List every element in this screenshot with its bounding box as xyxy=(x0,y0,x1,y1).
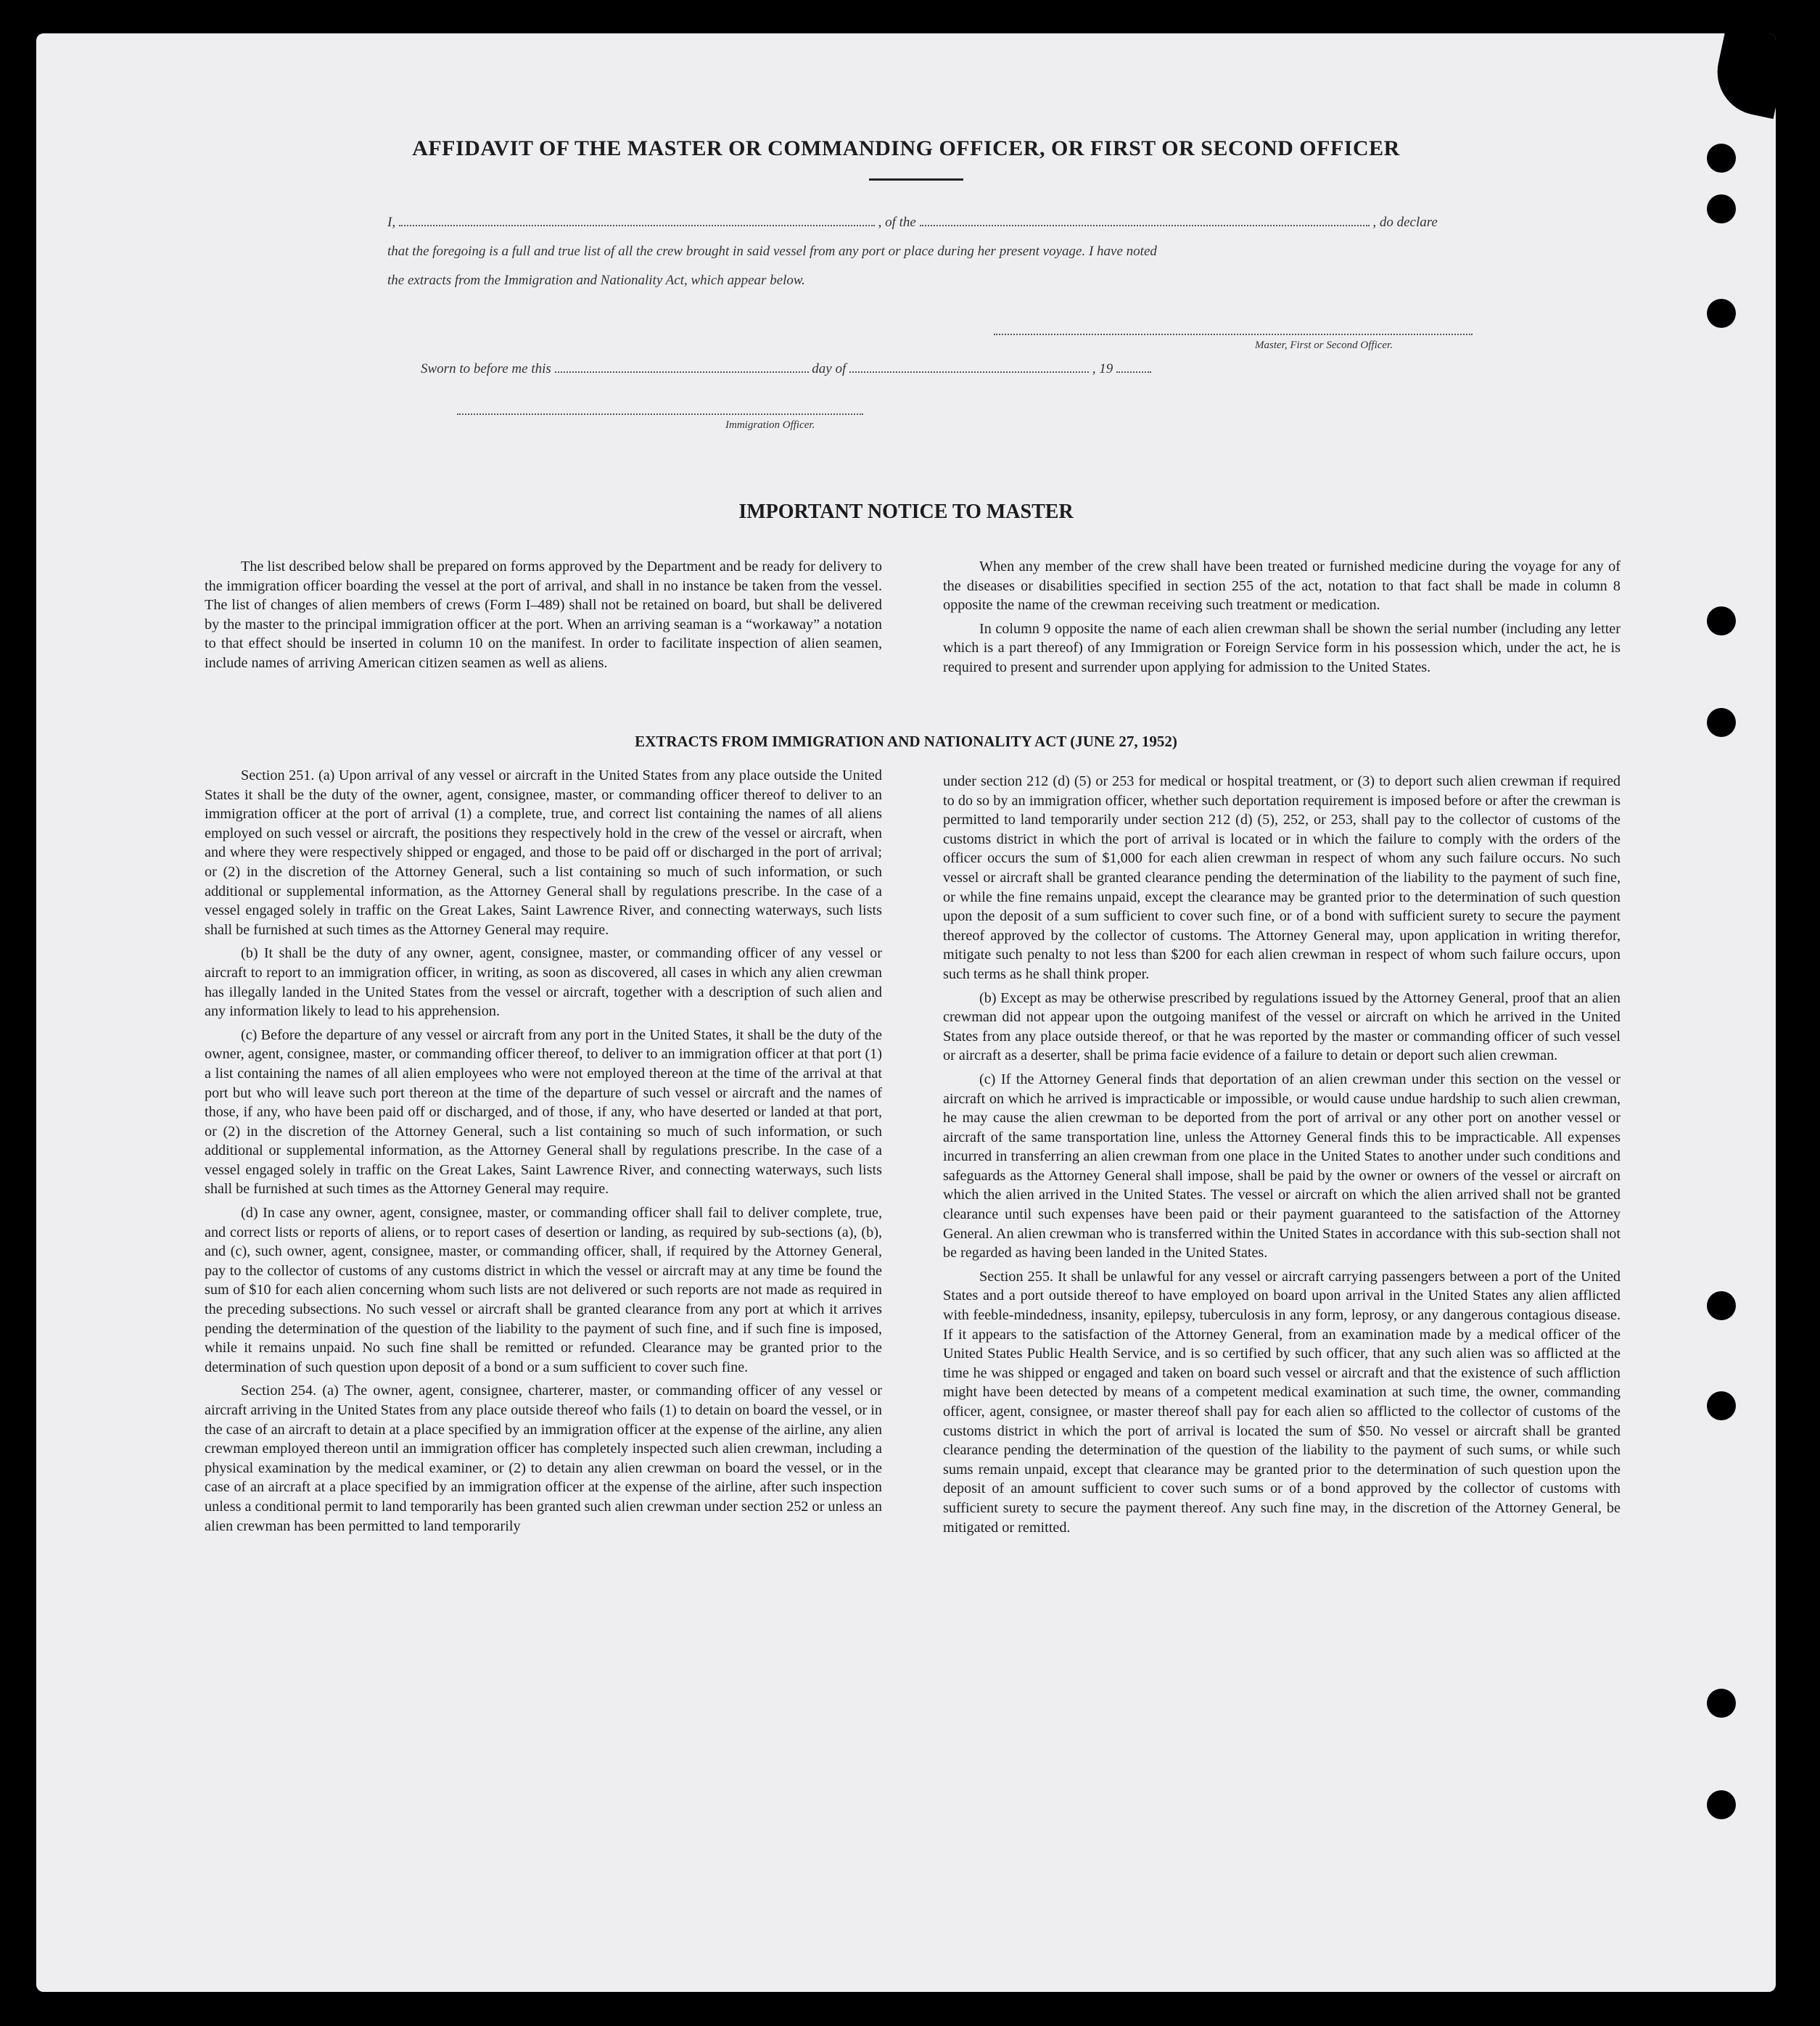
notice-left-column xyxy=(205,557,882,673)
notice-title: IMPORTANT NOTICE TO MASTER xyxy=(738,501,1074,523)
title-rule xyxy=(869,178,963,181)
section-251-a: Section 251. (a) Upon arrival of any vessel or aircraft in the United States from any place outside the United States it shall be the duty of the owner, agent, consignee, master, or commanding officer thereof to deliver to an immigration officer at the port of arrival (1) a complete, true, and correct list containing the names of all aliens employed on such vessel or aircraft, the positions they respectively hold in the crew of the vessel or aircraft, when and where they were respectively shipped or engaged, and those to be paid off or discharged in the port of arrival; or (2) in the discretion of the Attorney General, such a list containing so much of such information, or such additional or supplemental information, as the Attorney General shall by regulations prescribe. In the case of a vessel engaged solely in traffic on the Great Lakes, Saint Lawrence River, and connecting waterways, such lists shall be furnished at such times as the Attorney General may require. xyxy=(205,767,882,938)
affidavit-title: AFFIDAVIT OF THE MASTER OR COMMANDING OFFICER, OR FIRST OR SECOND OFFICER xyxy=(412,136,1400,160)
section-251-b: (b) It shall be the duty of any owner, agent, consignee, master, or commanding officer of any vessel or aircraft to report to an immigration officer, in writing, as soon as discovered, all cases in which any alien crewman has illegally landed in the United States from the vessel or aircraft, together with a description of such alien and any information likely to lead to his apprehension. xyxy=(205,945,882,1020)
sworn-year-blank[interactable] xyxy=(1116,361,1151,373)
declaration-line-1 xyxy=(387,215,1438,231)
sworn-label: Sworn to before me this xyxy=(421,361,551,376)
i-label: I, xyxy=(387,215,396,230)
extracts-title: EXTRACTS FROM IMMIGRATION AND NATIONALITY ACT (JUNE 27, 1952) xyxy=(635,733,1177,750)
punch-hole xyxy=(1707,194,1736,223)
master-signature-line[interactable] xyxy=(994,334,1473,335)
section-251-c: (c) Before the departure of any vessel or aircraft from any port in the United States, it shall be the duty of the owner, agent, consignee, master, or commanding officer thereof, to deliver to an immigration officer at that port (1) a list containing the names of all alien employees who were not employed thereon at the time of the arrival at that port but who will leave such port thereon at the time of the departure of such vessel or aircraft and the names of those, if any, who have been paid off or discharged, and of those, if any, who have deserted or landed at that port, or (2) in the discretion of the Attorney General, such a list containing so much of such information, or such additional or supplemental information, as the Attorney General shall by regulations prescribe. In the case of a vessel engaged solely in traffic on the Great Lakes, Saint Lawrence River, and connecting waterways, such lists shall be furnished at such times as the Attorney General may require. xyxy=(205,1026,882,1198)
vessel-blank[interactable] xyxy=(920,215,1370,226)
section-254-b: (b) Except as may be otherwise prescribed by regulations issued by the Attorney General, proof that an alien crewman did not appear upon the outgoing manifest of the vessel or aircraft on which he arrived in the United States from any place outside thereof, or that he was reported by the master or commanding officer of such vessel or aircraft as a deserter, shall be prima facie evidence of a failure to detain or deport such alien crewman. xyxy=(943,989,1621,1064)
notice-right-paragraph-1: When any member of the crew shall have been treated or furnished medicine during the voyage for any of the diseases or disabilities specified in section 255 of the act, notation to that fact shall be made in column 8 opposite the name of the crewman receiving such treatment or medication. xyxy=(943,559,1621,614)
section-254-a: Section 254. (a) The owner, agent, consignee, charterer, master, or commanding officer of any vessel or aircraft arriving in the United States from any place outside thereof who fails (1) to detain on board the vessel, or in the case of an aircraft to detain at a place specified by an immigration officer at the expense of the airline, any alien crewman employed thereon until an immigration officer has completely inspected such alien crewman, including a physical examination by the medical examiner, or (2) to detain any alien crewman on board the vessel, or in the case of an aircraft at a place specified by an immigration officer at the expense of the airline, after such inspection unless a conditional permit to land temporarily has been granted such alien crewman under section 252 or unless an alien crewman has been permitted to land temporarily xyxy=(205,1383,882,1534)
torn-corner xyxy=(1710,33,1776,119)
of-the-label: , of the xyxy=(878,215,916,230)
declaration-line-3: the extracts from the Immigration and Nationality Act, which appear below. xyxy=(387,273,805,288)
punch-hole xyxy=(1707,299,1736,328)
extracts-left-column xyxy=(205,766,882,1536)
name-blank[interactable] xyxy=(399,215,875,226)
notice-right-column xyxy=(943,557,1621,678)
officer-caption: Immigration Officer. xyxy=(725,419,815,431)
day-of-label: day of xyxy=(812,361,847,376)
year-label: , 19 xyxy=(1092,361,1113,376)
declaration-line-2: that the foregoing is a full and true list of all the crew brought in said vessel from any port or place during her present voyage. I have noted xyxy=(387,244,1157,259)
punch-hole xyxy=(1707,1689,1736,1718)
punch-hole xyxy=(1707,1391,1736,1420)
sworn-day-blank[interactable] xyxy=(555,361,809,373)
declare-label: , do declare xyxy=(1372,215,1438,230)
section-254-c: (c) If the Attorney General finds that deportation of an alien crewman under this section on the vessel or aircraft on which he arrived is impracticable or impossible, or would cause undue hardship to such alien crewman, he may cause the alien crewman to be deported from the port of arrival or any other port on another vessel or aircraft of the same transportation line, unless the Attorney General finds this to be impracticable. All expenses incurred in transferring an alien crewman from one place in the United States to another under such conditions and safeguards as the Attorney General shall impose, shall be paid by the owner or owners of the vessel or aircraft on which the alien arrived in the United States. The vessel or aircraft on which the alien arrived shall not be granted clearance until such expenses have been paid or their payment guaranteed to the satisfaction of the Attorney General. An alien crewman who is transferred within the United States in accordance with this sub-section shall not be regarded as having been landed in the United States. xyxy=(943,1071,1621,1261)
sworn-month-blank[interactable] xyxy=(849,361,1089,373)
punch-hole xyxy=(1707,1790,1736,1819)
notice-right-paragraph-2: In column 9 opposite the name of each alien crewman shall be shown the serial number (including any letter which is a part thereof) of any Immigration or Foreign Service form in his possession which, under the act, he is required to present and surrender upon applying for admission to the United States. xyxy=(943,620,1621,675)
section-255: Section 255. It shall be unlawful for any vessel or aircraft carrying passengers between a port of the United States and a port outside thereof to have employed on board upon arrival in the United States any alien afflicted with feeble-mindedness, insanity, epilepsy, tuberculosis in any form, leprosy, or any dangerous contagious disease. If it appears to the satisfaction of the Attorney General, from an examination made by a medical officer of the United States Public Health Service, and is so certified by such officer, that any such alien was so afflicted at the time he was shipped or engaged and taken on board such vessel or aircraft and that the existence of such affliction might have been detected by means of a competent medical examination at such time, the owner, commanding officer, agent, consignee, or master thereof shall pay for each alien so afflicted to the collector of customs of the customs district in which the port of arrival is located the sum of $50. No vessel or aircraft shall be granted clearance pending the determination of the question of the liability to the payment of such sums, or while such sums remain unpaid, except that clearance may be granted prior to the determination of such question upon the deposit of an amount sufficient to cover such sums or of a bond approved by the collector of customs with sufficient surety to secure the payment thereof. Any such fine may, in the discretion of the Attorney General, be mitigated or remitted. xyxy=(943,1268,1621,1536)
section-254-a-continued: under section 212 (d) (5) or 253 for medical or hospital treatment, or (3) to deport such alien crewman if required to do so by an immigration officer, whether such deportation requirement is imposed before or after the crewman is permitted to land temporarily under section 212 (d) (5), 252, or 253, shall pay to the collector of customs of the customs district in which the port of arrival is located or in which the failure to comply with the orders of the officer occurs the sum of $1,000 for each alien crewman in respect of whom any such failure occurs. No such vessel or aircraft shall be granted clearance pending the determination of the liability to the payment of such fine, or while the fine remains unpaid, except the clearance may be granted prior to the determination of such question upon the deposit of a sum sufficient to cover such fine, or of a bond with sufficient surety to secure the payment thereof approved by the collector of customs. The Attorney General may, upon application in writing therefor, mitigate such penalty to not less than $200 for each alien crewman in respect of whom such failure occurs, upon such terms as he shall think proper. xyxy=(943,773,1621,982)
extracts-right-column xyxy=(943,772,1621,1537)
punch-hole xyxy=(1707,606,1736,635)
sworn-line xyxy=(421,361,1151,377)
officer-signature-line[interactable] xyxy=(457,413,863,415)
master-caption: Master, First or Second Officer. xyxy=(1255,339,1393,351)
punch-hole xyxy=(1707,1291,1736,1320)
section-251-d: (d) In case any owner, agent, consignee, master, or commanding officer shall fail to deliver complete, true, and correct lists or reports of aliens, or to report cases of desertion or landing, as required by sub-sections (a), (b), and (c), such owner, agent, consignee, master, or commanding officer, shall, if required by the Attorney General, pay to the collector of customs of any customs district in which the vessel or aircraft may at any time be found the sum of $10 for each alien concerning whom such lists are not delivered or such reports are not made as required in the preceding subsections. No such vessel or aircraft shall be granted clearance from any port at which it arrives pending the determination of the question of the liability to the payment of such fine, and if such fine is imposed, while it remains unpaid. No such fine shall be remitted or refunded. Clearance may be granted prior to the determination of such question upon deposit of a bond or a sum sufficient to cover such fine. xyxy=(205,1205,882,1375)
notice-left-paragraph: The list described below shall be prepared on forms approved by the Department and be ready for delivery to the immigration officer boarding the vessel at the port of arrival, and shall in no instance be taken from the vessel. The list of changes of alien members of crews (Form I–489) shall not be retained on board, but shall be delivered by the master to the principal immigration officer at the port. When an arriving seaman is a “workaway” a notation to that effect should be inserted in column 10 on the manifest. In order to facilitate inspection of alien seamen, include names of arriving American citizen seamen as well as aliens. xyxy=(205,559,882,671)
document-page xyxy=(36,33,1776,1992)
